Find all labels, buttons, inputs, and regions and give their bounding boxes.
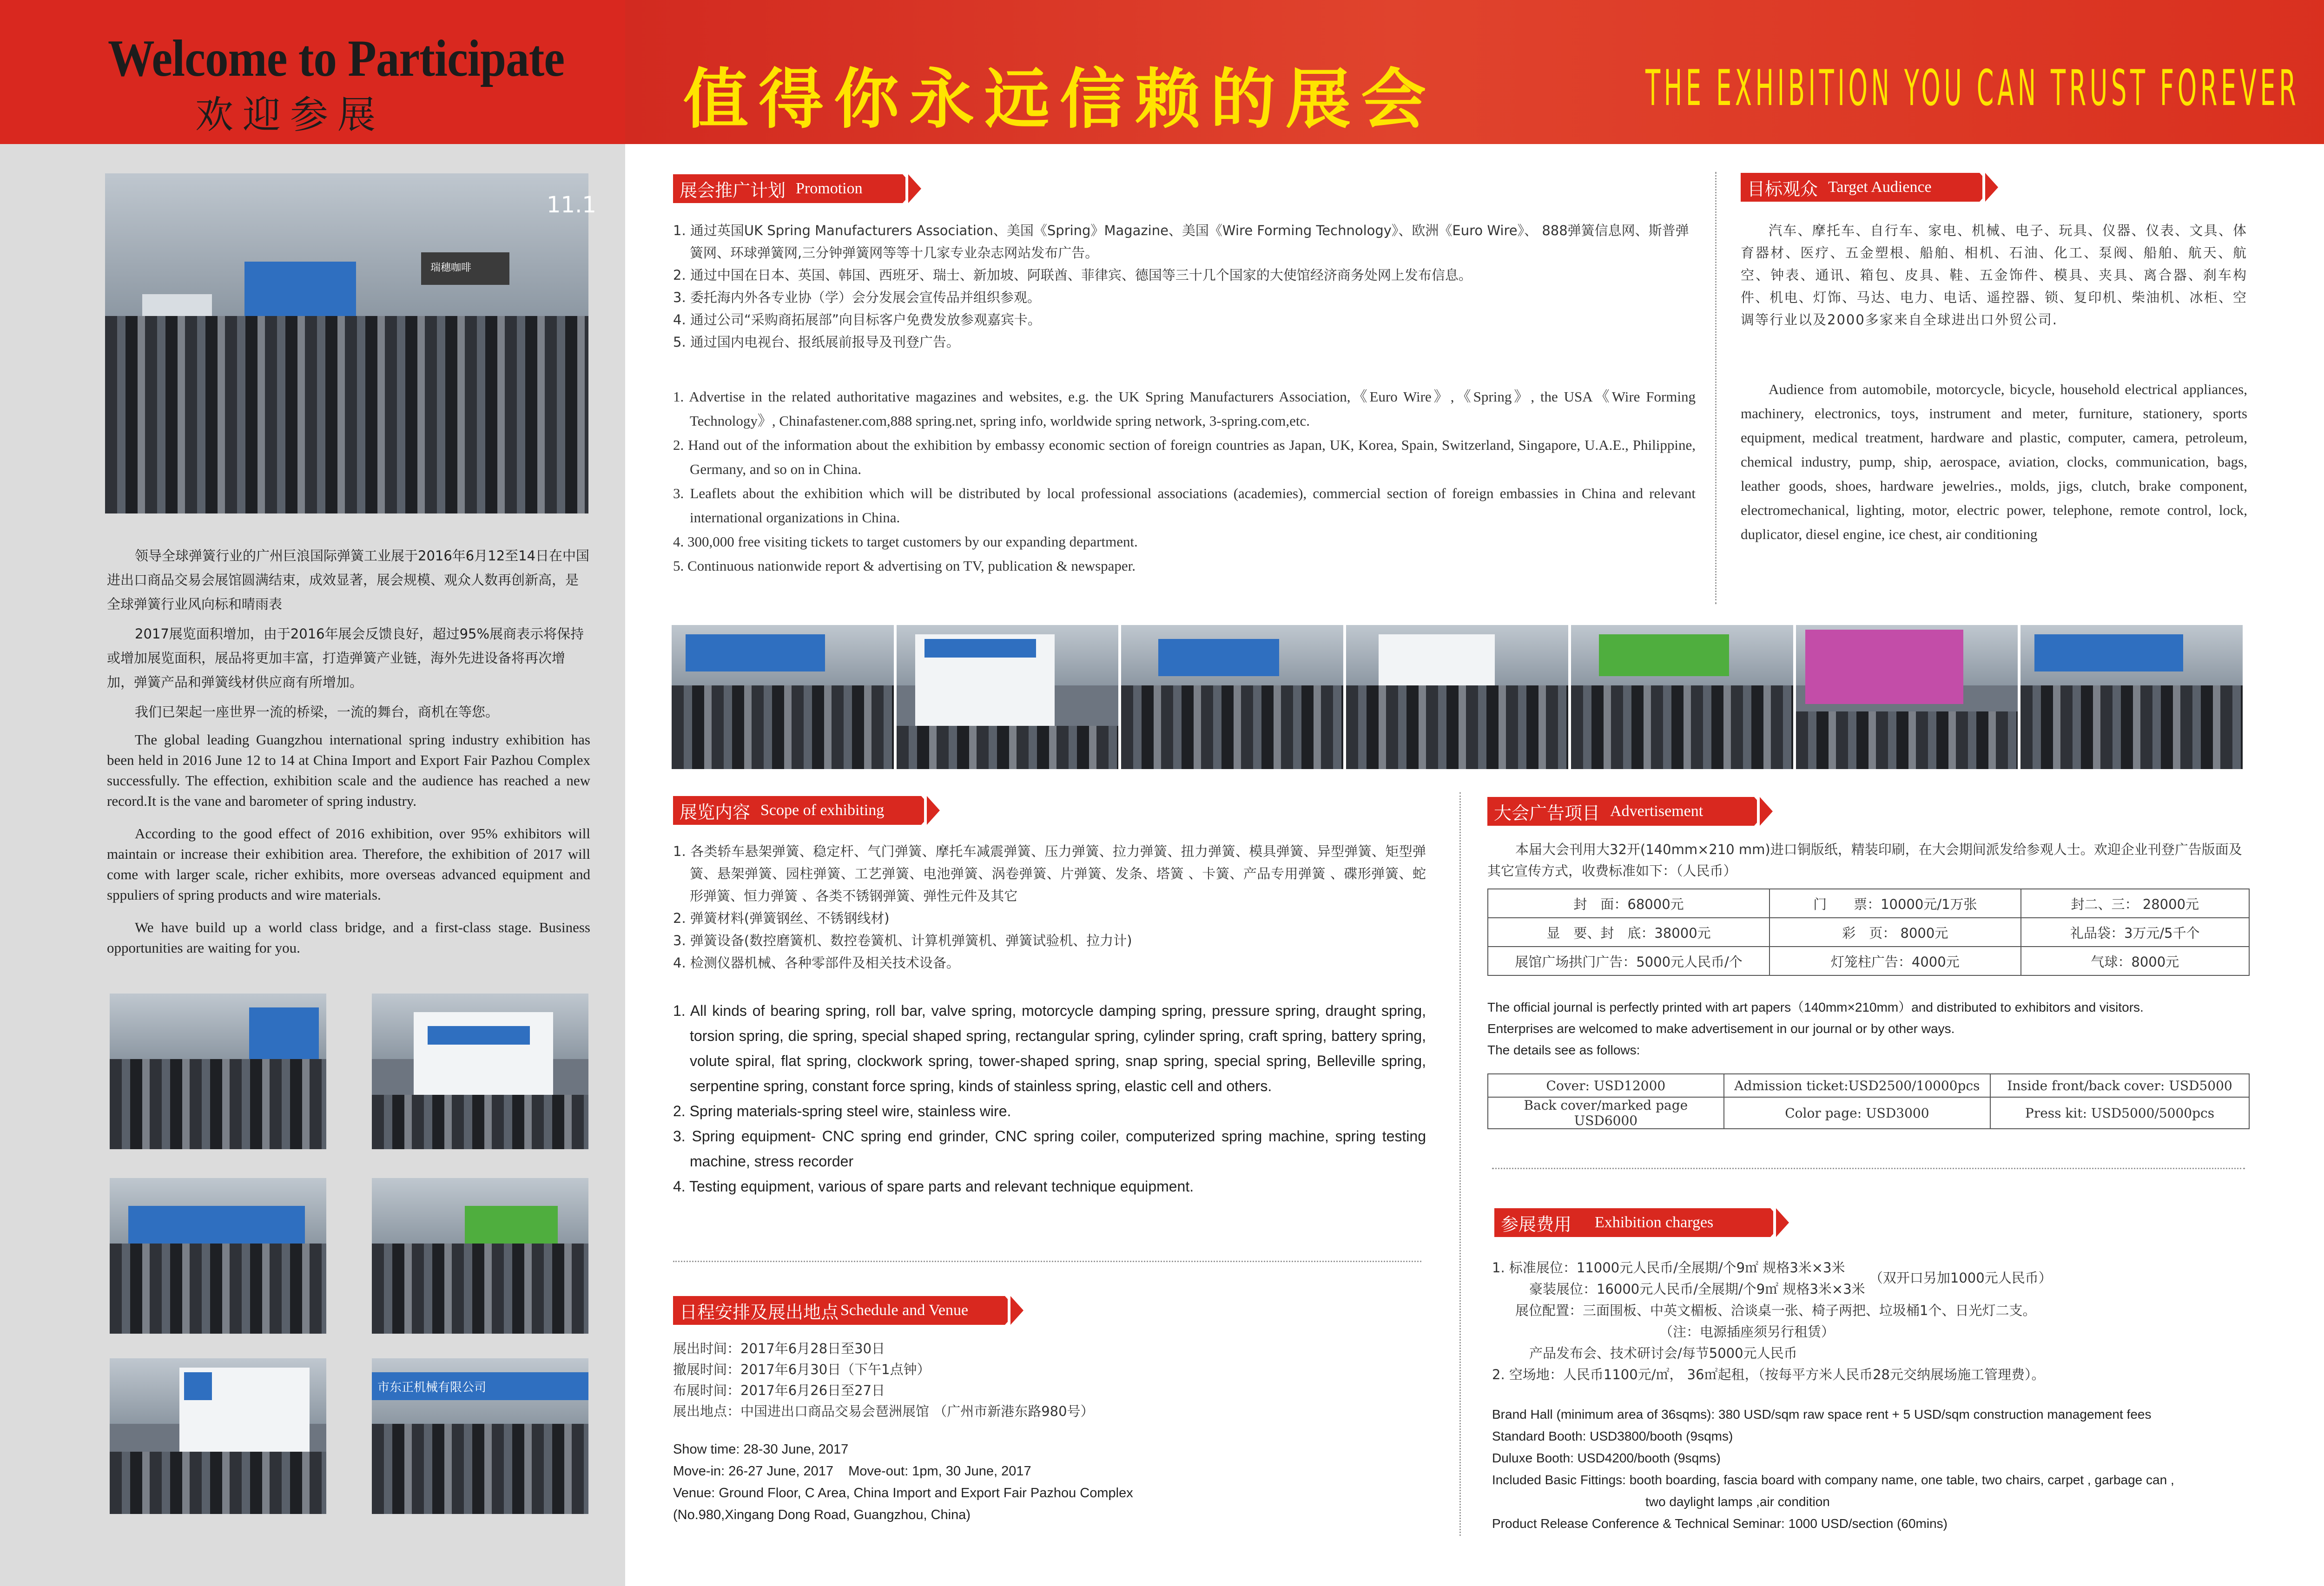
ad-cn-cell: 显 要、封 底：38000元 xyxy=(1488,918,1769,947)
charges-en-line: Brand Hall (minimum area of 36sqms): 380 USD/sqm raw space rent + 5 USD/sqm construction management fees xyxy=(1492,1407,2152,1421)
ad-en-intro-line: Enterprises are welcomed to make advertisement in our journal or by other ways. xyxy=(1487,1021,1955,1036)
advertisement-cn-table xyxy=(1487,888,2250,976)
sidebar-cn-text xyxy=(107,544,590,724)
sidebar-cn-para-2: 2017展览面积增加，由于2016年展会反馈良好，超过95%展商表示将保持或增加展览面积，展品将更加丰富，打造弹簧产业链，海外先进设备将再次增加，弹簧产品和弹簧线材供应商有所增加。 xyxy=(107,626,584,690)
advertisement-title-en: Advertisement xyxy=(1610,803,1703,820)
schedule-cn-line: 展出时间：2017年6月28日至30日 xyxy=(673,1341,885,1356)
advertisement-heading xyxy=(1487,797,1773,826)
scope-cn-item: 2. 弹簧材料(弹簧钢丝、不锈钢线材) xyxy=(673,910,890,926)
sidebar-cn-para-1: 领导全球弹簧行业的广州巨浪国际弹簧工业展于2016年6月12至14日在中国进出口商品交易会展馆圆满结束，成效显著，展会规模、观众人数再创新高，是全球弹簧行业风向标和晴雨表 xyxy=(107,548,590,612)
scope-title-en: Scope of exhibiting xyxy=(760,802,885,819)
schedule-en-line: (No.980,Xingang Dong Road, Guangzhou, China) xyxy=(673,1507,971,1522)
promotion-en-item: 1. Advertise in the related authoritative magazines and websites, e.g. the UK Spring Manufacturers Association,《Euro Wire》,《Spring》, the USA《Wire Forming Technology》, Chinafastener.com,888 spring.net, spring info, worldwide spring network, 3-spring.com,etc. xyxy=(673,388,1696,429)
ad-en-cell: Cover: USD12000 xyxy=(1488,1074,1724,1097)
advertisement-intro-cn: 本届大会刊用大32开(140mm×210 mm)进口铜版纸，精装印刷，在大会期间派发给参观人士。欢迎企业刊登广告版面及其它宣传方式，收费标准如下：（人民币） xyxy=(1487,842,2242,879)
promotion-cn-item: 3. 委托海内外各专业协（学）会分发展会宣传品并组织参观。 xyxy=(673,290,1041,305)
charges-cn-line: 产品发布会、技术研讨会/每节5000元人民币 xyxy=(1529,1345,1797,1361)
sidebar-en-text xyxy=(107,730,590,958)
slogan-cn: 值得你永远信赖的展会 xyxy=(683,62,1437,138)
scope-en-item: 2. Spring materials-spring steel wire, stainless wire. xyxy=(673,1103,1011,1119)
sign-pillar-number: 11.1 xyxy=(547,192,596,218)
photo-thumb-5 xyxy=(110,1358,326,1514)
advertisement-title-cn: 大会广告项目 xyxy=(1494,803,1600,823)
promotion-cn-item: 4. 通过公司“采购商拓展部”向目标客户免费发放参观嘉宾卡。 xyxy=(673,312,1041,328)
photo-thumb-2 xyxy=(372,994,588,1149)
sidebar-en-para-2: According to the good effect of 2016 exhibition, over 95% exhibitors will maintain or increase their exhibition area. Therefore, the exhibition of 2017 will come with larger scale, richer exhibits, more overseas advanced equipment and sppuliers of spring products and wire materials. xyxy=(107,825,590,903)
schedule-cn-line: 展出地点：中国进出口商品交易会琶洲展馆 （广州市新港东路980号） xyxy=(673,1403,1094,1419)
charges-title-cn: 参展费用 xyxy=(1501,1214,1572,1235)
divider-promotion-audience xyxy=(1715,172,1717,604)
photo-thumb-6 xyxy=(372,1358,588,1514)
panorama-strip xyxy=(672,625,2243,769)
promotion-cn-item: 5. 通过国内电视台、报纸展前报导及刊登广告。 xyxy=(673,334,960,350)
schedule-title-en: Schedule and Venue xyxy=(840,1302,969,1319)
charges-cn-line: 展位配置：三面围板、中英文楣板、洽谈桌一张、椅子两把、垃圾桶1个、日光灯二支。 xyxy=(1515,1303,2036,1318)
ad-en-intro-line: The official journal is perfectly printed with art papers（140mm×210mm）and distributed to exhibitors and visitors. xyxy=(1487,1000,2144,1014)
charges-en-line: Included Basic Fittings: booth boarding, fascia board with company name, one table, two chairs, carpet , garbage can , xyxy=(1492,1473,2174,1487)
ad-cn-cell: 灯笼柱广告：4000元 xyxy=(1769,947,2021,975)
scope-cn-item: 1. 各类轿车悬架弹簧、稳定杆、气门弹簧、摩托车减震弹簧、压力弹簧、拉力弹簧、扭力弹簧、模具弹簧、异型弹簧、矩型弹簧、悬架弹簧、园柱弹簧、工艺弹簧、电池弹簧、涡卷弹簧、片弹簧、发条、塔簧 、卡簧、产品专用弹簧 、碟形弹簧、蛇形弹簧、恒力弹簧 、各类不锈钢弹簧、弹性元件及其它 xyxy=(673,843,1426,904)
sidebar-en-para-3: We have build up a world class bridge, and a first-class stage. Business opportunities are waiting for you. xyxy=(107,919,590,956)
welcome-title-cn: 欢迎参展 xyxy=(195,93,385,137)
promotion-cn-item: 2. 通过中国在日本、英国、韩国、西班牙、瑞士、新加坡、阿联酋、菲律宾、德国等三十几个国家的大使馆经济商务处网上发布信息。 xyxy=(673,267,1472,283)
scope-en-item: 3. Spring equipment- CNC spring end grinder, CNC spring coiler, computerized spring machine, spring testing machine, stress recorder xyxy=(673,1128,1426,1170)
scope-cn-list xyxy=(673,840,1426,974)
sidebar-en-para-1: The global leading Guangzhou international spring industry exhibition has been held in 2016 June 12 to 14 at China Import and Export Fair Pazhou Complex successfully. The effection, exhibition scale and the audience has reached a new record.It is the vane and barometer of spring industry. xyxy=(107,731,590,809)
photo-thumb-4 xyxy=(372,1178,588,1334)
charges-cn-line: （注：电源插座须另行租赁） xyxy=(1659,1324,1835,1340)
schedule-heading xyxy=(673,1296,1023,1325)
ad-cn-cell: 门 票：10000元/1万张 xyxy=(1769,889,2021,918)
ad-en-cell: Color page: USD3000 xyxy=(1724,1097,1990,1129)
panorama-photo xyxy=(1346,625,1568,769)
charges-deluxe-booth: 豪装展位：16000元人民币/全展期/个9㎡ 规格3米×3米 xyxy=(1529,1281,1865,1297)
ad-cn-cell: 礼品袋：3万元/5千个 xyxy=(2021,918,2249,947)
scope-en-list xyxy=(673,998,1426,1199)
charges-cn-line xyxy=(1492,1270,2254,1300)
scope-cn-item: 3. 弹簧设备(数控磨簧机、数控卷簧机、计算机弹簧机、弹簧试验机、拉力计) xyxy=(673,933,1132,948)
charges-open-corner-note: （双开口另加1000元人民币） xyxy=(1869,1270,2052,1286)
charges-en-line: Product Release Conference & Technical Seminar: 1000 USD/section (60mins) xyxy=(1492,1516,1948,1531)
divider-scope-ads xyxy=(1459,792,1461,1536)
ad-cn-cell: 封二、三： 28000元 xyxy=(2021,889,2249,918)
ad-cn-cell: 封 面：68000元 xyxy=(1488,889,1769,918)
audience-title-en: Target Audience xyxy=(1828,178,1932,196)
promotion-heading xyxy=(673,174,921,203)
ad-en-cell: Press kit: USD5000/5000pcs xyxy=(1990,1097,2249,1129)
schedule-cn-line: 撤展时间：2017年6月30日（下午1点钟） xyxy=(673,1362,931,1377)
promotion-en-item: 5. Continuous nationwide report & advertising on TV, publication & newspaper. xyxy=(673,558,1136,574)
divider-ads-charges xyxy=(1492,1168,2245,1169)
photo-thumb-3 xyxy=(110,1178,326,1334)
scope-en-item: 4. Testing equipment, various of spare parts and relevant technique equipment. xyxy=(673,1178,1194,1195)
ad-en-intro-line: The details see as follows: xyxy=(1487,1043,1640,1057)
promotion-cn-item: 1. 通过英国UK Spring Manufacturers Association、美国《Spring》Magazine、美国《Wire Forming Technology》、欧洲《Euro Wire》、 888弹簧信息网、斯普弹簧网、环球弹簧网,三分钟弹簧网等等十几家专业杂志网站发布广告。 xyxy=(673,223,1689,261)
charges-cn-line: 2. 空场地：人民币1100元/㎡， 36㎡起租，（按每平方米人民币28元交纳展场施工管理费）。 xyxy=(1492,1367,2045,1382)
panorama-photo xyxy=(1796,625,2018,769)
charges-title-en: Exhibition charges xyxy=(1595,1214,1714,1231)
schedule-cn-line: 布展时间：2017年6月26日至27日 xyxy=(673,1382,885,1398)
scope-cn-item: 4. 检测仪器机械、各种零部件及相关技术设备。 xyxy=(673,955,960,971)
promotion-title-en: Promotion xyxy=(796,180,863,197)
schedule-cn-lines xyxy=(673,1338,1426,1422)
scope-en-item: 1. All kinds of bearing spring, roll bar, valve spring, motorcycle damping spring, pressure spring, draught spring, torsion spring, die spring, special shaped spring, rectangular spring, cylinder spring, craft spring, battery spring, volute spiral, flat spring, clockwork spring, tower-shaped spring, snap spring, special spring, Belleville spring, serpentine spring, constant force spring, kinds of stainless spring, elastic cell and others. xyxy=(673,1002,1426,1094)
charges-cn-line: 1. 标准展位：11000元人民币/全展期/个9㎡ 规格3米×3米 xyxy=(1492,1260,1845,1276)
charges-heading xyxy=(1494,1208,1789,1237)
ad-en-cell: Admission ticket:USD2500/10000pcs xyxy=(1724,1074,1990,1097)
ad-cn-cell: 展馆广场拱门广告：5000元人民币/个 xyxy=(1488,947,1769,975)
scope-heading xyxy=(673,796,940,825)
photo-thumb-1 xyxy=(110,994,326,1149)
promotion-en-item: 2. Hand out of the information about the exhibition by embassy economic section of foreign countries as Japan, UK, Korea, Spain, Switzerland, Singapore, U.A.E., Philippine, Germany, and so on in China. xyxy=(673,437,1696,477)
advertisement-en-table xyxy=(1487,1073,2250,1129)
scope-title-cn: 展览内容 xyxy=(680,802,751,823)
panorama-photo xyxy=(897,625,1119,769)
panorama-photo xyxy=(1121,625,1343,769)
promotion-en-list xyxy=(673,385,1696,578)
ad-en-cell: Back cover/marked page USD6000 xyxy=(1488,1097,1724,1129)
sign-company: 市东正机械有限公司 xyxy=(377,1381,487,1395)
audience-cn-text: 汽车、摩托车、自行车、家电、机械、电子、玩具、仪器、仪表、文具、体育器材、医疗、五金塑根、船舶、相机、石油、化工、泵阀、船舶、航天、航空、钟表、通讯、箱包、皮具、鞋、五金饰件、模具、夹具、离合器、刹车构件、机电、灯饰、马达、电力、电话、遥控器、锁、复印机、柴油机、冰柜、空调等行业以及2000多家来自全球进出口外贸公司. xyxy=(1741,223,2247,328)
panorama-photo xyxy=(672,625,894,769)
promotion-title-cn: 展会推广计划 xyxy=(680,180,786,201)
schedule-en-line: Show time: 28-30 June, 2017 xyxy=(673,1442,849,1457)
welcome-title-en: Welcome to Participate xyxy=(108,30,565,87)
charges-en-line: Standard Booth: USD3800/booth (9sqms) xyxy=(1492,1429,1733,1443)
sidebar-cn-para-3: 我们已架起一座世界一流的桥梁，一流的舞台，商机在等您。 xyxy=(135,704,499,720)
sign-cafe: 瑞穗咖啡 xyxy=(430,262,472,274)
audience-heading xyxy=(1741,173,1998,202)
photo-crowd-entrance xyxy=(105,173,596,513)
schedule-en-line: Venue: Ground Floor, C Area, China Import and Export Fair Pazhou Complex xyxy=(673,1486,1133,1500)
promotion-en-item: 4. 300,000 free visiting tickets to target customers by our expanding department. xyxy=(673,533,1138,550)
ad-cn-cell: 彩 页： 8000元 xyxy=(1769,918,2021,947)
schedule-en-lines xyxy=(673,1439,1426,1526)
audience-en-text: Audience from automobile, motorcycle, bicycle, household electrical appliances, machinery, electronics, toys, instrument and meter, furniture, stationery, sports equipment, medical treatment, hardware and plastic, computer, camera, petroleum, chemical industry, pump, ship, aerospace, aviation, clocks, communication, bags, leather goods, shoes, hardware jewelries., molds, jigs, clutch, brake component, electromechanical, lighting, motor, electric power, telephone, remote control, lock, duplicator, diesel engine, ice chest, air conditioning xyxy=(1741,381,2247,542)
audience-title-cn: 目标观众 xyxy=(1747,178,1818,199)
charges-en-line: two daylight lamps ,air condition xyxy=(1645,1494,1830,1509)
ad-en-cell: Inside front/back cover: USD5000 xyxy=(1990,1074,2249,1097)
panorama-photo xyxy=(1571,625,1793,769)
promotion-cn-list xyxy=(673,219,1696,353)
promotion-en-item: 3. Leaflets about the exhibition which will be distributed by local professional associations (academies), commercial section of foreign embassies in China and relevant international organizations in China. xyxy=(673,485,1696,526)
panorama-photo xyxy=(2020,625,2243,769)
schedule-title-cn: 日程安排及展出地点 xyxy=(680,1302,839,1323)
ad-cn-cell: 气球：8000元 xyxy=(2021,947,2249,975)
advertisement-intro-en xyxy=(1487,997,2250,1061)
charges-cn-lines xyxy=(1492,1257,2254,1385)
schedule-en-line: Move-in: 26-27 June, 2017 Move-out: 1pm, 30 June, 2017 xyxy=(673,1464,1031,1479)
charges-en-line: Duluxe Booth: USD4200/booth (9sqms) xyxy=(1492,1451,1721,1465)
divider-scope-schedule xyxy=(673,1261,1421,1262)
charges-en-lines xyxy=(1492,1403,2264,1534)
slogan-en: THE EXHIBITION YOU CAN TRUST FOREVER xyxy=(1645,59,2300,117)
